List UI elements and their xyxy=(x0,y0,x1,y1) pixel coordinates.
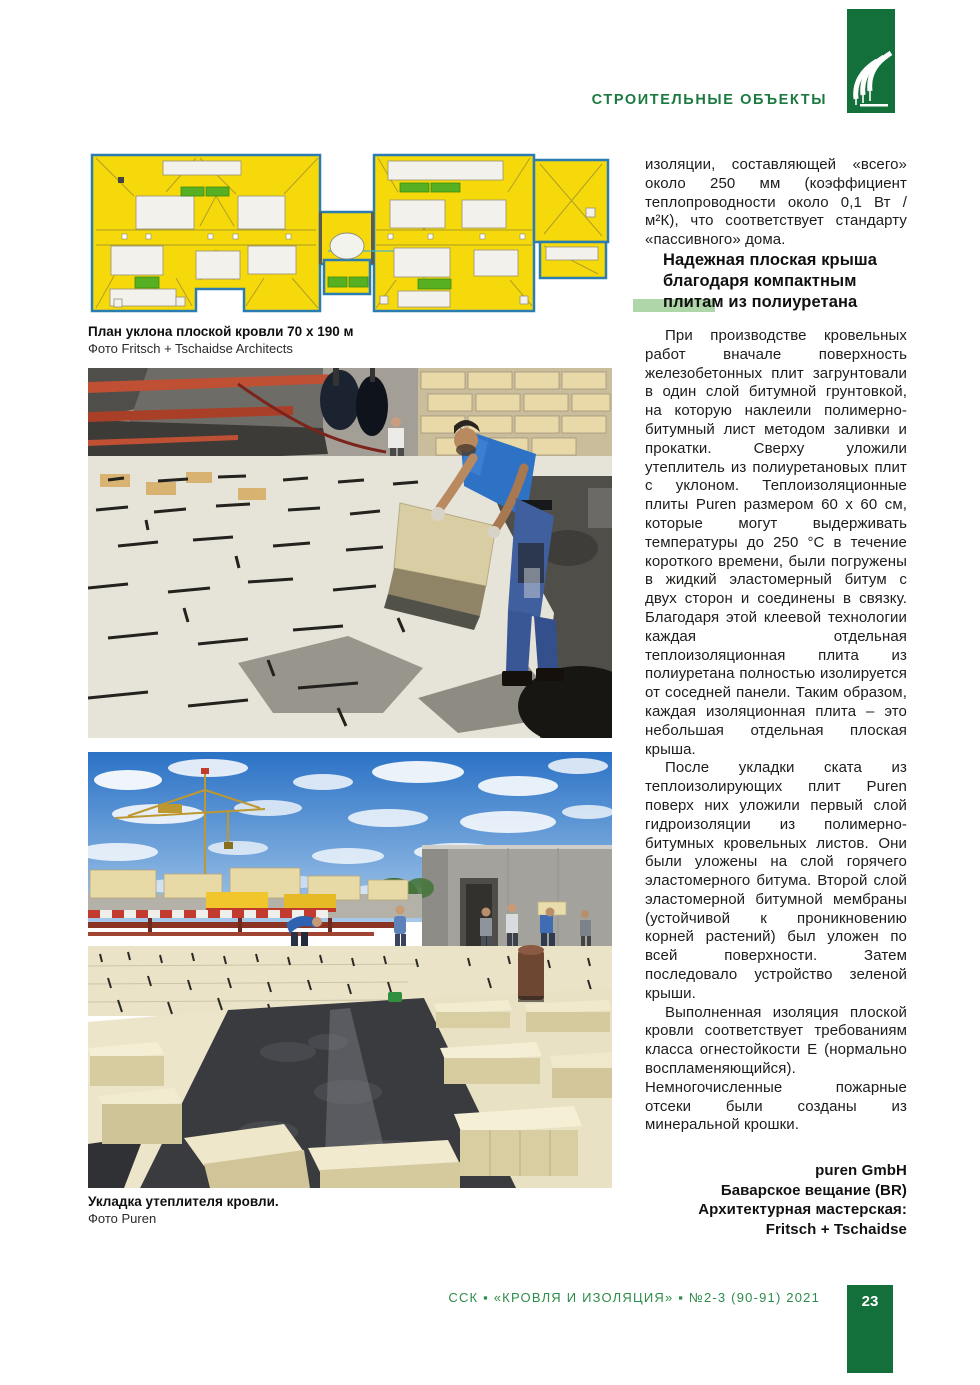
subheading-line: плитам из полиуретана xyxy=(663,292,858,311)
roof-worker-photo xyxy=(88,368,612,738)
logo-box xyxy=(847,9,895,113)
site-overview-photo xyxy=(88,752,612,1188)
byline-line: Архитектурная мастерская: xyxy=(698,1201,907,1219)
photo-caption-title: Укладка утеплителя кровли. xyxy=(88,1194,279,1209)
article-subheading xyxy=(645,250,907,313)
plan-figure xyxy=(88,150,612,318)
photo-caption-credit: Фото Puren xyxy=(88,1211,157,1226)
footer-journal-line: ССК ▪ «КРОВЛЯ И ИЗОЛЯЦИЯ» ▪ №2-3 (90-91) 2021 xyxy=(448,1290,820,1305)
plan-caption xyxy=(88,324,612,356)
photo-caption xyxy=(88,1194,612,1226)
byline-line: Fritsch + Tschaidse xyxy=(765,1220,907,1238)
body-paragraph: При производстве кровельных работ вначале поверхность железобетонных плит загрунтовали в один слой битумной грунтовкой, на которую наклеили полимерно-битумный лист методом заливки и прокатки. Сверху уложили утеплитель из полиуретановых плит с уклоном. Теплоизоляционные плиты Puren размером 60 х 60 см, которые могут выдерживать температуры до 250 °С в течение короткого времени, были погружены в жидкий эластомерный битум с двух сторон и соединены в связку. Благодаря этой клеевой технологии каждая отдельная теплоизоляционная плита из полиуретана полностью изолируется от соседней панели. Таким образом, каждая изоляционная плита – это небольшая отдельная плоская крыша. xyxy=(645,326,907,758)
section-label: СТРОИТЕЛЬНЫЕ ОБЪЕКТЫ xyxy=(591,92,827,108)
three-leaves-icon xyxy=(847,9,895,113)
byline-line: puren GmbH xyxy=(815,1162,907,1180)
subheading-line: Надежная плоская крыша xyxy=(663,250,878,269)
article-byline xyxy=(645,1161,907,1239)
page-number: 23 xyxy=(861,1293,879,1310)
roof-worker-photo-image xyxy=(88,368,612,738)
byline-line: Баварское вещание (BR) xyxy=(720,1181,907,1199)
intro-paragraph: изоляции, составляющей «всего» около 250 мм (коэффициент теплопроводности около 0,1 Вт / м²К), что соответствует стандарту «пассивного» дома. xyxy=(645,156,907,249)
article-column xyxy=(645,156,907,1239)
roof-slope-plan-image xyxy=(88,150,612,318)
plan-caption-title: План уклона плоской кровли 70 х 190 м xyxy=(88,324,354,339)
subheading-line: благодаря компактным xyxy=(663,271,857,290)
page-number-box xyxy=(847,1285,893,1373)
site-overview-photo-image xyxy=(88,752,612,1188)
body-paragraph: После укладки ската из теплоизолирующих плит Puren поверх них уложили первый слой гидроизоляции из полимерно-битумных кровельных листов. Они были уложены на слой горячего эластомерного битума. Второй слой эластомерной битумной мембраны (устойчивой к проникновению корней растений) был уложен по всей поверхности. Затем последовало устройство зеленой крыши. xyxy=(645,759,907,1002)
body-paragraph: Выполненная изоляция плоской кровли соответствует требованиям класса огнестойкости Е (нормально воспламеняющийся). Немногочисленные пожарные отсеки были созданы из минеральной крошки. xyxy=(645,1003,907,1134)
plan-caption-credit: Фото Fritsch + Tschaidse Architects xyxy=(88,341,293,356)
